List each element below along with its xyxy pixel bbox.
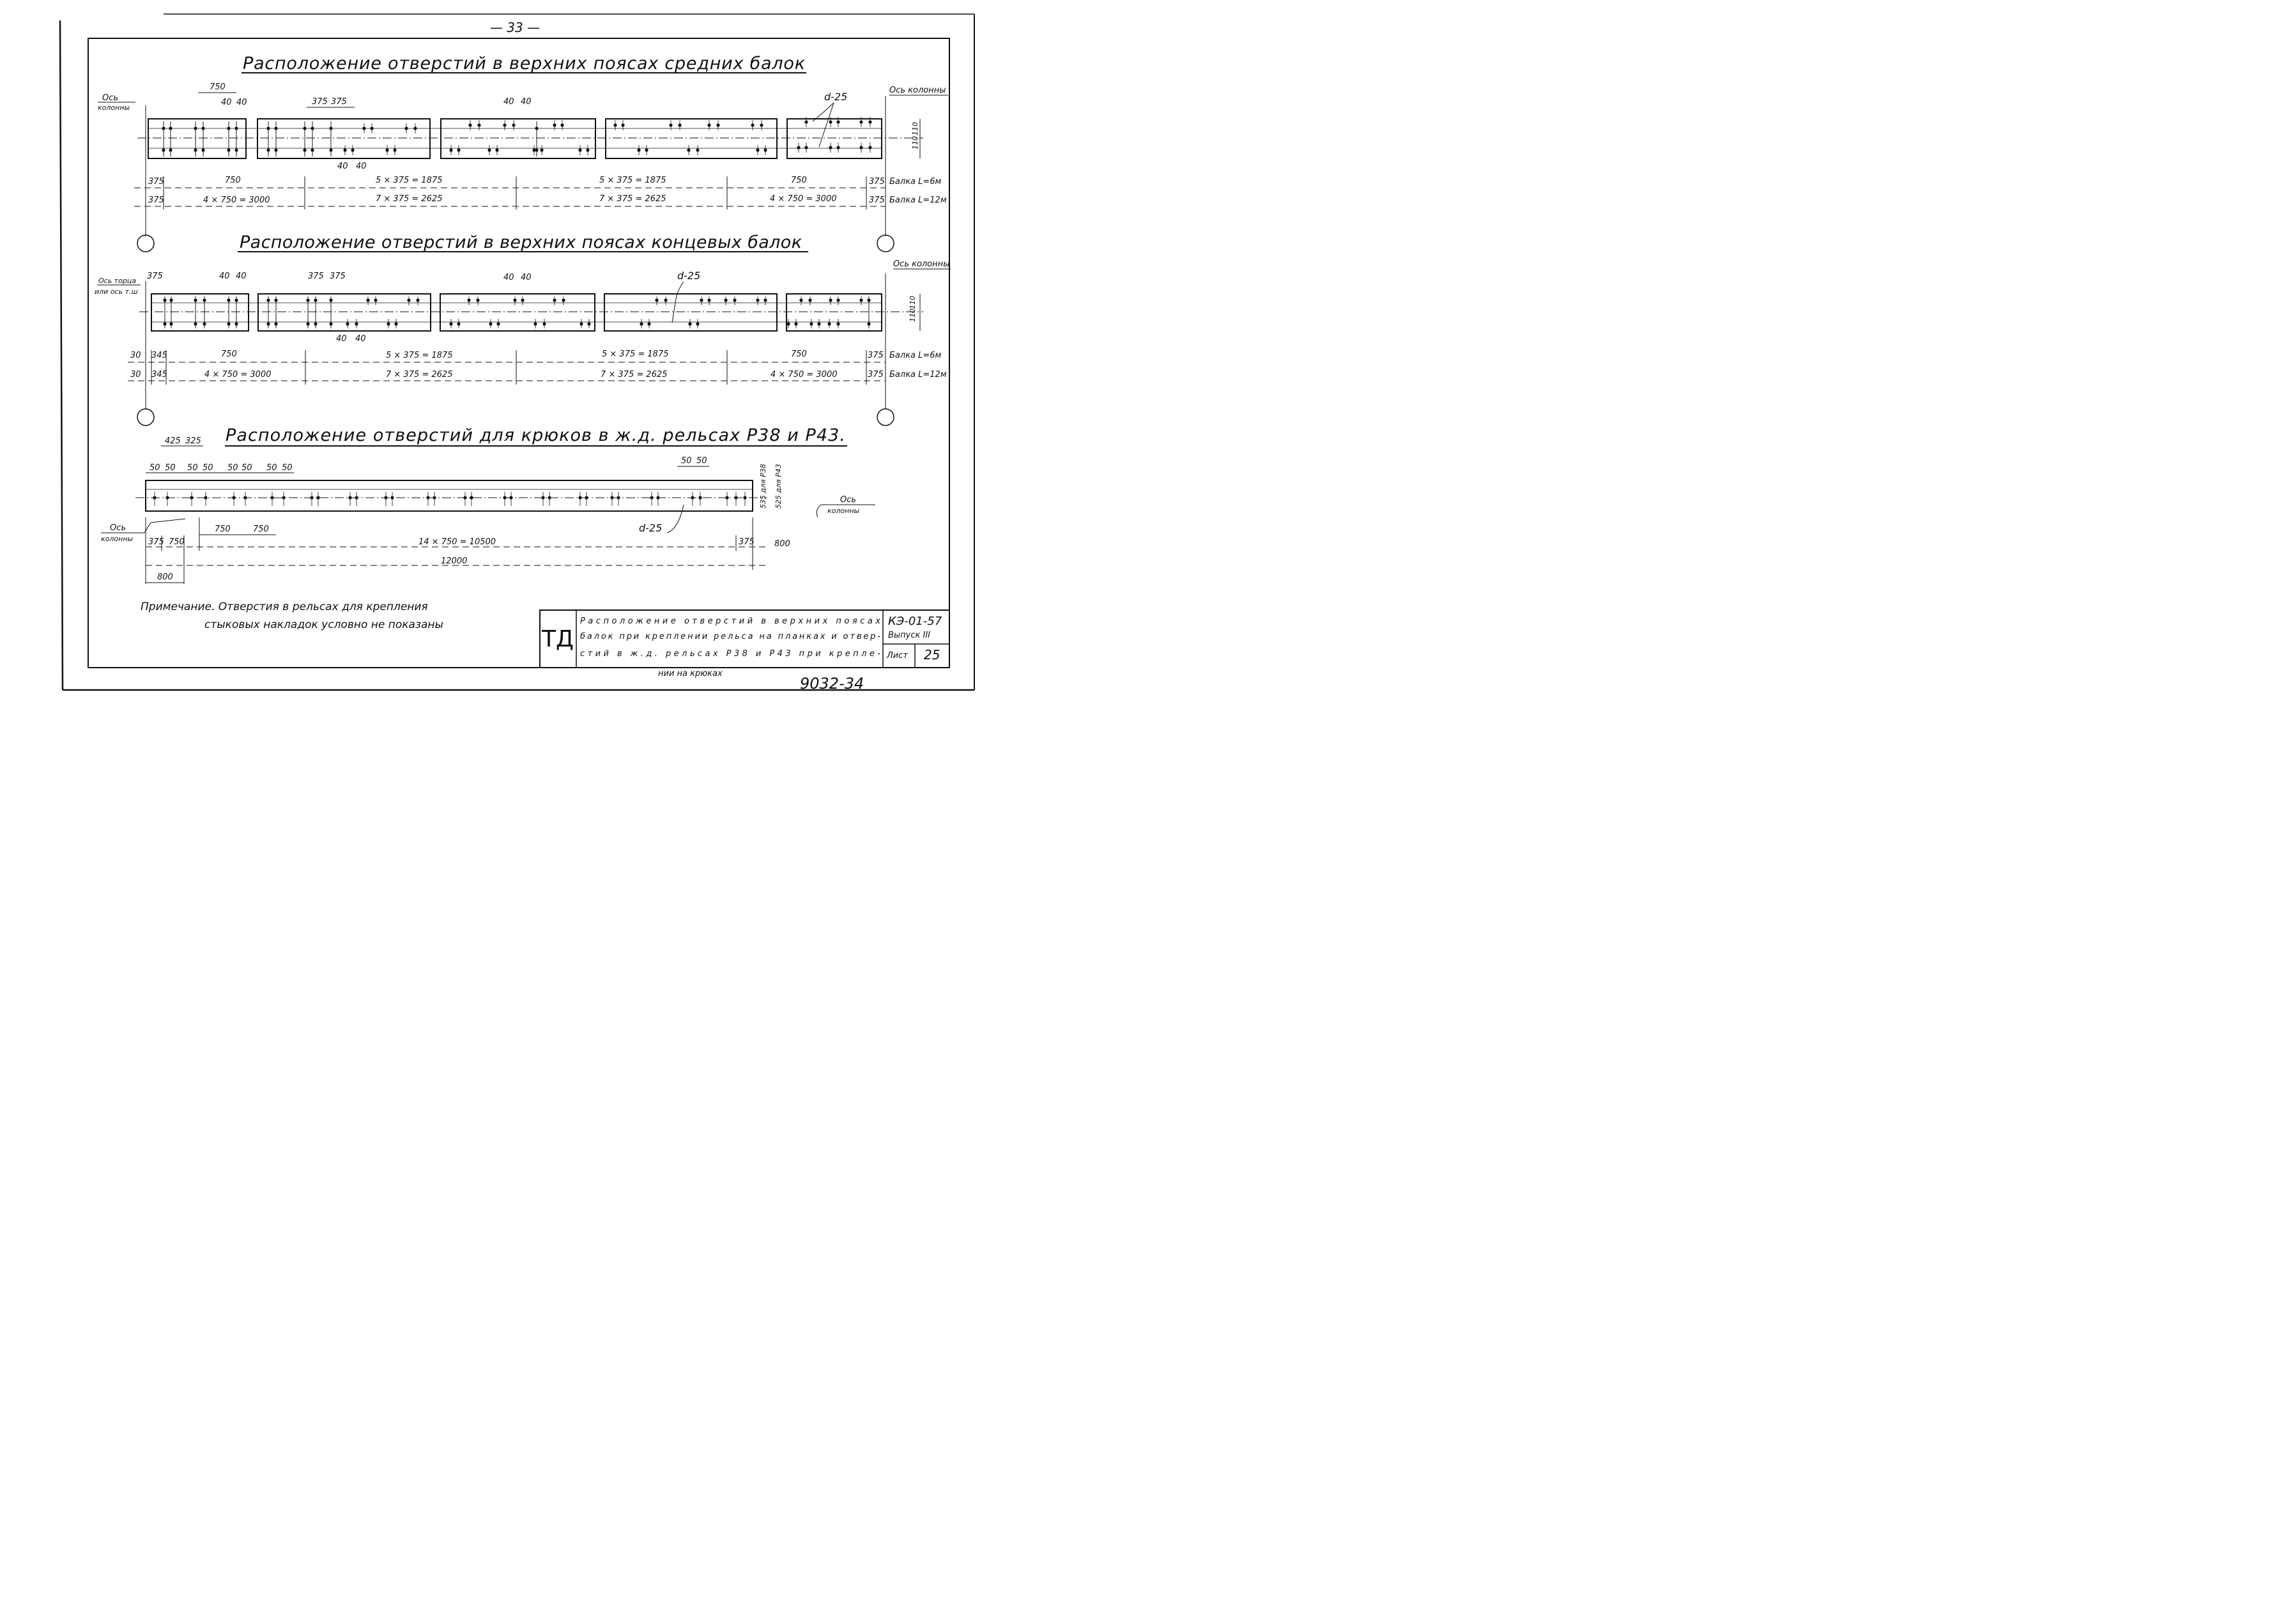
s1-dim-top-40b: 40 bbox=[236, 98, 247, 107]
s1-dim-top-375b: 375 bbox=[331, 97, 347, 107]
s1-r6-3: 5 × 375 = 1875 bbox=[376, 176, 443, 185]
s1-dim-top-750: 750 bbox=[210, 82, 226, 92]
s1-dim-top-40c: 40 bbox=[503, 97, 514, 107]
s1-r12-5: 4 × 750 = 3000 bbox=[770, 194, 837, 204]
s3-dim-50-6: 50 bbox=[242, 463, 252, 473]
s3-dim-50-1: 50 bbox=[150, 463, 160, 473]
s1-hole-label: d-25 bbox=[824, 91, 848, 103]
section1-title: Расположение отверстий в верхних поясах средних балок bbox=[243, 54, 805, 73]
s3-dim-425: 425 bbox=[165, 436, 181, 446]
s2-r12-4: 7 × 375 = 2625 bbox=[386, 370, 453, 379]
beam2-holes bbox=[163, 296, 870, 328]
tb-desc-4: нии на крюках bbox=[658, 669, 723, 678]
s3-r1-750: 750 bbox=[169, 537, 185, 547]
s2-offset-2: 110 bbox=[909, 296, 917, 309]
s2-axis-left-1: Ось торца bbox=[98, 277, 137, 285]
s2-dim-top-375a: 375 bbox=[308, 272, 324, 281]
s1-offset-1: 110 bbox=[911, 136, 919, 149]
s2-r6-2: 345 bbox=[151, 351, 167, 360]
s2-hole-label: d-25 bbox=[677, 270, 701, 282]
s2-offset-1: 110 bbox=[909, 309, 917, 322]
s3-r1-375: 375 bbox=[148, 537, 164, 547]
section2-title: Расположение отверстий в верхних поясах концевых балок bbox=[240, 233, 802, 252]
beam1-segments bbox=[137, 119, 923, 158]
s2-axis-right: Ось колонны bbox=[893, 259, 950, 269]
td-logo: ТД bbox=[541, 626, 574, 652]
s1-r6-5: 750 bbox=[791, 176, 807, 185]
s1-r12-2: 4 × 750 = 3000 bbox=[203, 195, 270, 205]
s1-r6-2: 750 bbox=[225, 176, 241, 185]
s3-dim-mid-750b: 750 bbox=[253, 525, 269, 534]
beam1-holes bbox=[162, 117, 871, 157]
s3-dim-mid-750a: 750 bbox=[215, 525, 231, 534]
section-middle-beams bbox=[98, 54, 948, 252]
s2-r6-3: 750 bbox=[221, 349, 237, 359]
s1-r6-6: 375 bbox=[869, 177, 885, 187]
s3-r1-800: 800 bbox=[774, 539, 790, 549]
tb-desc-1: Расположение отверстий в верхних поясах bbox=[580, 617, 880, 626]
s1-axis-left-1: Ось bbox=[102, 93, 119, 103]
s2-dim-top-375: 375 bbox=[147, 272, 163, 281]
s1-axis-right: Ось колонны bbox=[889, 86, 946, 95]
s2-dim-top-40c: 40 bbox=[503, 273, 514, 282]
s3-dim-50-4: 50 bbox=[203, 463, 213, 473]
tb-code: КЭ-01-57 bbox=[888, 615, 942, 628]
s3-r1-total: 14 × 750 = 10500 bbox=[418, 537, 496, 547]
tb-sheet-label: Лист bbox=[887, 651, 908, 661]
note-line-1: Примечание. Отверстия в рельсах для крепления bbox=[141, 601, 428, 613]
s1-dim-bot-40a: 40 bbox=[337, 162, 348, 171]
s3-total: 12000 bbox=[441, 556, 468, 566]
section-rail-holes bbox=[101, 425, 875, 584]
s3-dim-right-50b: 50 bbox=[696, 456, 707, 466]
title-block bbox=[540, 610, 949, 678]
tb-desc-2: балок при креплении рельса на планках и отвер- bbox=[580, 632, 880, 641]
note-line-2: стыковых накладок условно не показаны bbox=[204, 618, 443, 631]
s3-r1-375b: 375 bbox=[739, 537, 755, 547]
s2-r6-6: 750 bbox=[791, 349, 807, 359]
s1-dim-top-40d: 40 bbox=[521, 97, 532, 107]
s3-axis-right-1: Ось bbox=[840, 495, 857, 505]
s3-rail-p38: 535 для Р38 bbox=[759, 464, 767, 509]
s1-dim-bot-40b: 40 bbox=[356, 162, 367, 171]
s1-axis-left-2: колонны bbox=[98, 103, 130, 112]
beam2-segments bbox=[139, 294, 923, 331]
s2-dim-bot-40a: 40 bbox=[336, 334, 347, 344]
s2-r12-6: 4 × 750 = 3000 bbox=[771, 370, 838, 379]
s1-dim-top-375a: 375 bbox=[312, 97, 328, 107]
s2-r12-7: 375 bbox=[868, 370, 884, 379]
s3-dim-325: 325 bbox=[185, 436, 201, 446]
s2-r6-7: 375 bbox=[868, 351, 884, 360]
s2-r12-5: 7 × 375 = 2625 bbox=[601, 370, 668, 379]
s2-dim-top-40d: 40 bbox=[521, 273, 532, 282]
s2-r12-2: 345 bbox=[151, 370, 167, 379]
section3-title: Расположение отверстий для крюков в ж.д. рельсах Р38 и Р43. bbox=[226, 425, 845, 445]
s3-rail-p43: 525 для Р43 bbox=[774, 464, 783, 509]
s2-dim-top-40a: 40 bbox=[219, 272, 230, 281]
archive-number: 9032-34 bbox=[800, 675, 864, 693]
s1-r12-1: 375 bbox=[148, 195, 164, 205]
s2-dim-top-375b: 375 bbox=[330, 272, 346, 281]
s2-dim-bot-40b: 40 bbox=[355, 334, 366, 344]
s3-bottom-800: 800 bbox=[157, 572, 173, 582]
s1-r6-1: 375 bbox=[148, 177, 164, 187]
s1-r6-label: Балка L=6м bbox=[889, 177, 942, 187]
s3-axis-right-2: колонны bbox=[827, 507, 860, 515]
s1-offset-2: 110 bbox=[911, 122, 919, 135]
s2-r6-label: Балка L=6м bbox=[889, 351, 942, 360]
s3-hole-label: d-25 bbox=[639, 522, 663, 534]
s3-dim-right-50a: 50 bbox=[681, 456, 692, 466]
s1-r12-6: 375 bbox=[869, 195, 885, 205]
s2-axis-left-2: или ось т.ш bbox=[95, 287, 138, 296]
tb-sheet-no: 25 bbox=[924, 647, 940, 663]
s3-axis-left-2: колонны bbox=[101, 535, 134, 543]
tb-issue: Выпуск III bbox=[888, 631, 931, 640]
s2-r12-1: 30 bbox=[130, 370, 141, 379]
s1-r12-label: Балка L=12м bbox=[889, 195, 947, 205]
s2-dim-top-40b: 40 bbox=[236, 272, 247, 281]
s1-r6-4: 5 × 375 = 1875 bbox=[599, 176, 666, 185]
s1-r12-4: 7 × 375 = 2625 bbox=[599, 194, 666, 204]
s3-dim-50-5: 50 bbox=[227, 463, 238, 473]
s3-dim-50-2: 50 bbox=[165, 463, 176, 473]
s1-dim-top-40a: 40 bbox=[221, 98, 232, 107]
drawing-sheet bbox=[0, 0, 992, 718]
s3-dim-50-7: 50 bbox=[266, 463, 277, 473]
s3-dim-50-3: 50 bbox=[187, 463, 198, 473]
tb-desc-3: стий в ж.д. рельсах Р38 и Р43 при крепле- bbox=[580, 649, 880, 659]
rail-holes bbox=[153, 492, 746, 506]
s3-axis-left-1: Ось bbox=[110, 523, 127, 533]
s2-r6-1: 30 bbox=[130, 351, 141, 360]
s2-r6-4: 5 × 375 = 1875 bbox=[386, 351, 453, 360]
page-number: — 33 — bbox=[489, 20, 541, 35]
s3-dim-50-8: 50 bbox=[282, 463, 293, 473]
s1-r12-3: 7 × 375 = 2625 bbox=[376, 194, 443, 204]
s2-r12-3: 4 × 750 = 3000 bbox=[204, 370, 272, 379]
rail bbox=[146, 480, 753, 511]
s2-r12-label: Балка L=12м bbox=[889, 370, 947, 379]
section-end-beams bbox=[95, 233, 951, 425]
s2-r6-5: 5 × 375 = 1875 bbox=[602, 349, 669, 359]
